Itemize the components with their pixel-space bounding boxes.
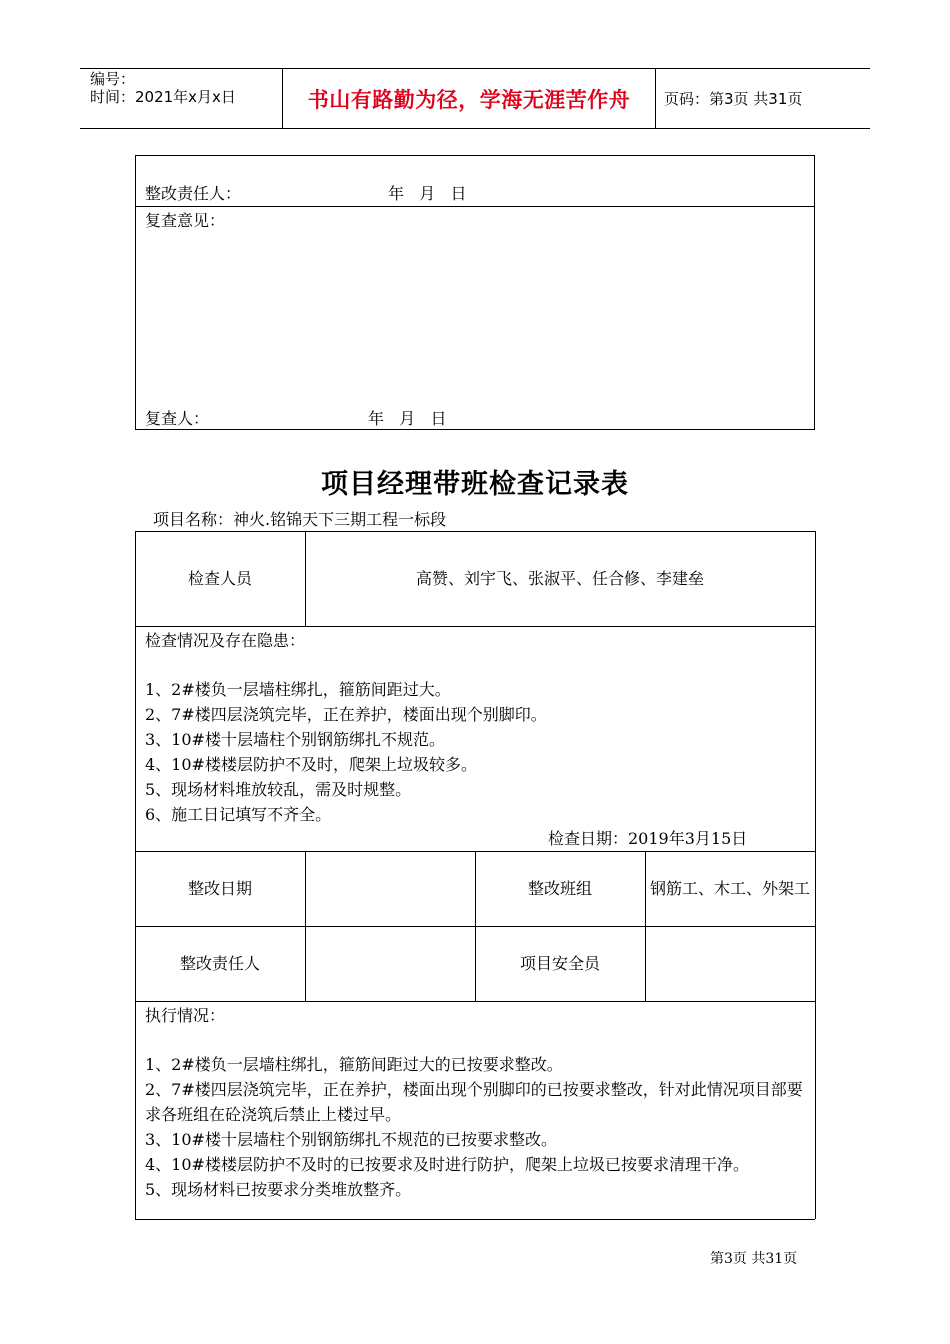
footer-page-number: 第3页 共31页 xyxy=(710,1251,798,1267)
reviewer-label: 复查人： xyxy=(145,409,210,428)
rectify-team-label: 整改班组 xyxy=(527,878,592,898)
table-rule xyxy=(135,1001,815,1002)
rectify-team-value: 钢筋工、木工、外架工 xyxy=(650,878,811,898)
table-rule xyxy=(815,531,816,1219)
header-time: 时间：2021年x月x日 xyxy=(90,88,236,106)
review-box-divider xyxy=(135,206,815,207)
header-motto: 书山有路勤为径，学海无涯苦作舟 xyxy=(307,88,631,112)
finding-item: 2、7#楼四层浇筑完毕，正在养护，楼面出现个别脚印。 xyxy=(145,705,547,724)
safety-officer-label: 项目安全员 xyxy=(519,953,600,973)
finding-item: 6、施工日记填写不齐全。 xyxy=(145,805,332,824)
finding-item: 4、10#楼楼层防护不及时，爬架上垃圾较多。 xyxy=(145,755,477,774)
rectify-responsible-date: 年 月 日 xyxy=(388,184,467,203)
execution-label: 执行情况： xyxy=(145,1006,226,1025)
table-rule xyxy=(135,1219,815,1220)
reviewer-date: 年 月 日 xyxy=(368,409,447,428)
project-name: 项目名称：神火.铭锦天下三期工程一标段 xyxy=(153,510,447,529)
inspection-date: 检查日期：2019年3月15日 xyxy=(548,829,748,848)
finding-item: 1、2#楼负一层墙柱绑扎，箍筋间距过大。 xyxy=(145,680,451,699)
findings-label: 检查情况及存在隐患： xyxy=(145,631,306,650)
rectify-date-value xyxy=(305,851,475,926)
execution-item: 1、2#楼负一层墙柱绑扎，箍筋间距过大的已按要求整改。 xyxy=(145,1055,563,1074)
finding-item: 3、10#楼十层墙柱个别钢筋绑扎不规范。 xyxy=(145,730,445,749)
rectify-person-value xyxy=(305,926,475,1001)
finding-item: 5、现场材料堆放较乱，需及时规整。 xyxy=(145,780,412,799)
execution-item: 4、10#楼楼层防护不及时的已按要求及时进行防护，爬架上垃圾已按要求清理干净。 xyxy=(145,1155,749,1174)
header-divider xyxy=(655,68,656,128)
header-bottom-rule xyxy=(80,128,870,129)
review-opinion-label: 复查意见： xyxy=(145,211,226,230)
execution-item: 5、现场材料已按要求分类堆放整齐。 xyxy=(145,1180,412,1199)
rectify-responsible-label: 整改责任人： xyxy=(145,184,242,203)
execution-item: 求各班组在砼浇筑后禁止上楼过早。 xyxy=(145,1105,402,1124)
header-code-label: 编号： xyxy=(90,70,136,88)
findings-list xyxy=(145,677,547,827)
rectify-date-label: 整改日期 xyxy=(187,878,252,898)
safety-officer-value xyxy=(645,926,815,1001)
header-page-number: 页码：第3页 共31页 xyxy=(664,90,803,108)
table-rule xyxy=(135,626,815,627)
form-title: 项目经理带班检查记录表 xyxy=(321,469,629,500)
inspectors-label: 检查人员 xyxy=(187,568,252,588)
execution-list xyxy=(145,1052,803,1202)
header-top-rule xyxy=(80,68,870,69)
inspectors-value: 高赞、刘宇飞、张淑平、任合修、李建垒 xyxy=(415,568,704,588)
execution-item: 2、7#楼四层浇筑完毕，正在养护，楼面出现个别脚印的已按要求整改，针对此情况项目部要 xyxy=(145,1080,803,1099)
execution-item: 3、10#楼十层墙柱个别钢筋绑扎不规范的已按要求整改。 xyxy=(145,1130,557,1149)
rectify-person-label: 整改责任人 xyxy=(179,953,260,973)
